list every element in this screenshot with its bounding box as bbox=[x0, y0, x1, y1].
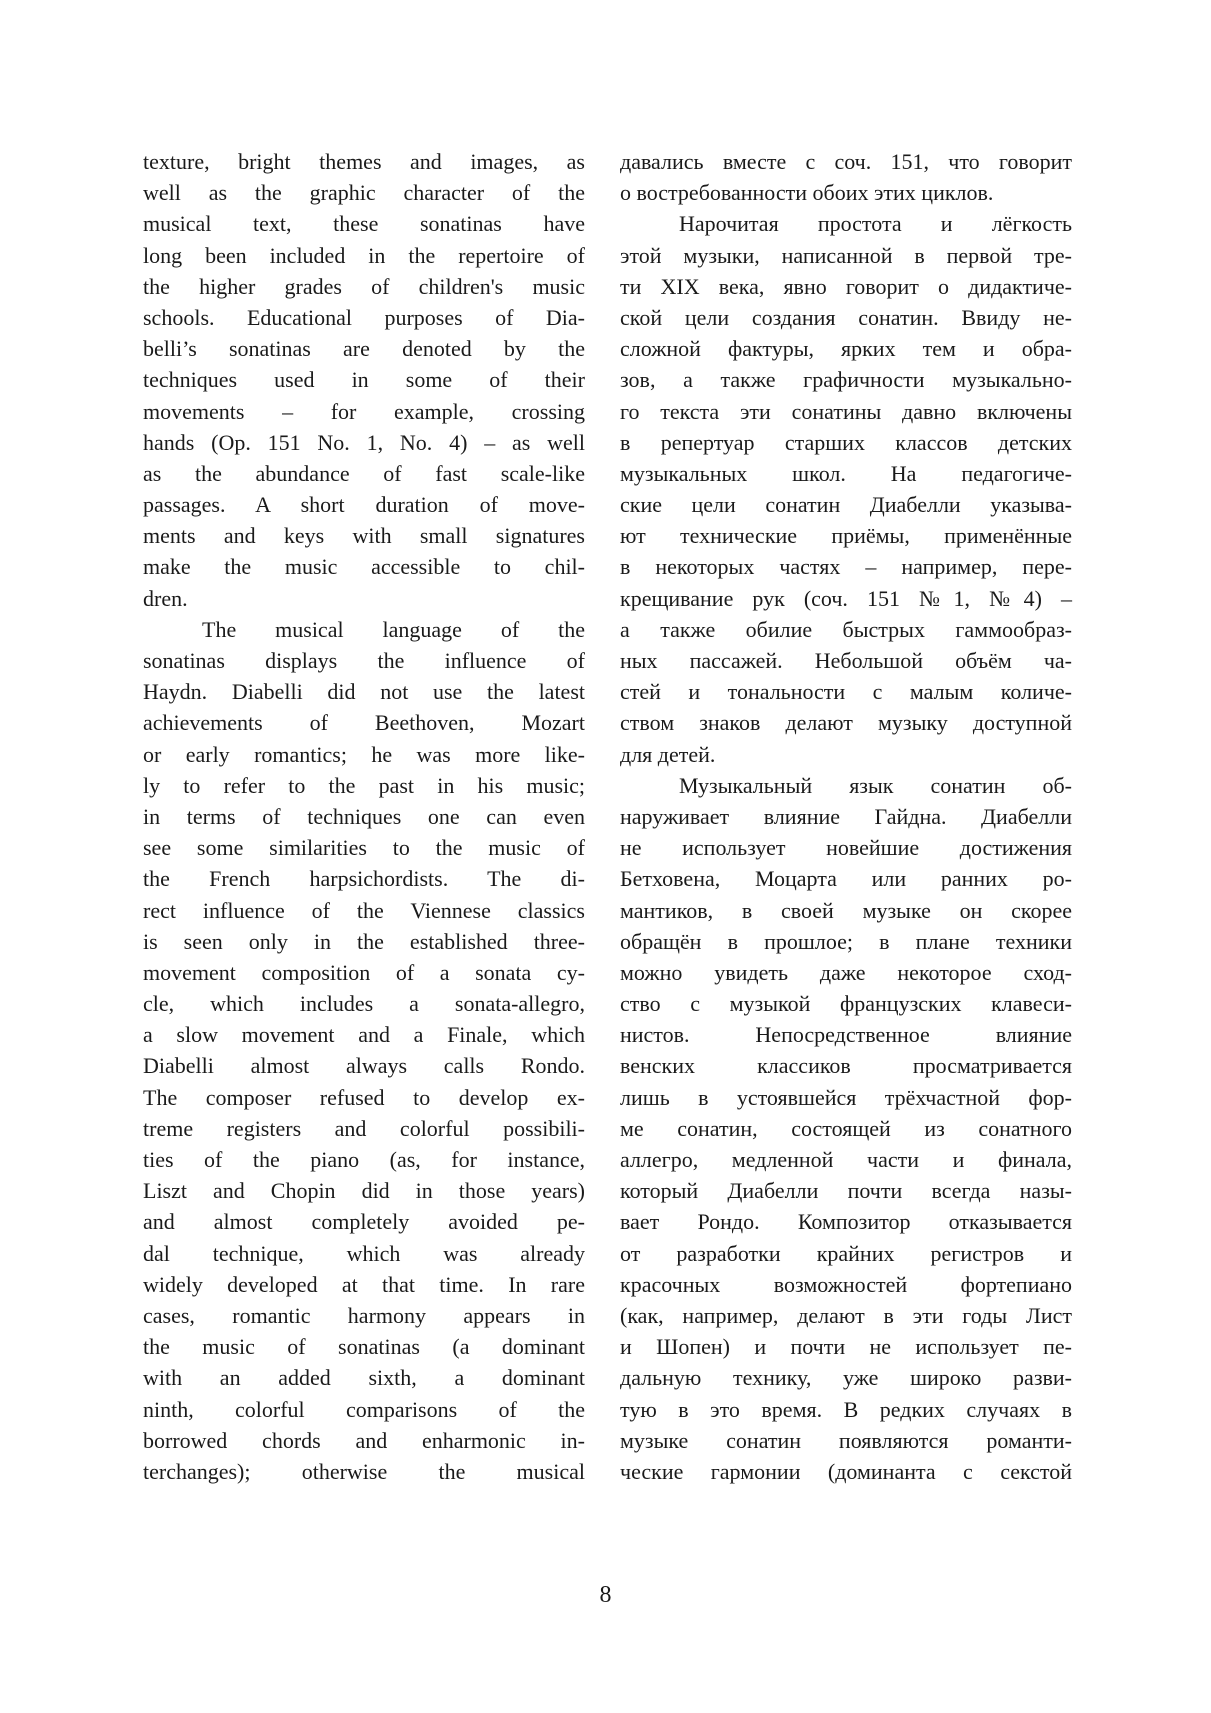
text-line: (как, например, делают в эти годы Лист bbox=[620, 1302, 1072, 1328]
paragraph bbox=[620, 770, 1072, 1487]
text-line: The composer refused to develop ex- bbox=[143, 1084, 585, 1110]
text-line: этой музыки, написанной в первой тре- bbox=[620, 242, 1072, 268]
text-line: cle, which includes a sonata-allegro, bbox=[143, 991, 585, 1017]
text-line: Haydn. Diabelli did not use the latest bbox=[143, 679, 585, 705]
text-line: о востребованности обоих этих циклов. bbox=[620, 180, 994, 206]
text-line: borrowed chords and enharmonic in- bbox=[143, 1427, 585, 1453]
text-line: а также обилие быстрых гаммообраз- bbox=[620, 616, 1072, 642]
text-line: крещивание рук (соч. 151 №1, №4) – bbox=[620, 585, 1072, 611]
text-line: well as the graphic character of the bbox=[143, 180, 585, 206]
text-line: вает Рондо. Композитор отказывается bbox=[620, 1209, 1072, 1235]
text-line: texture, bright themes and images, as bbox=[143, 149, 585, 174]
text-line: в репертуар старших классов детских bbox=[620, 429, 1072, 455]
text-line: ством знаков делают музыку доступной bbox=[620, 710, 1072, 736]
text-line: красочных возможностей фортепиано bbox=[620, 1271, 1072, 1297]
text-line: дальную технику, уже широко разви- bbox=[620, 1365, 1072, 1391]
text-line: see some similarities to the music of bbox=[143, 835, 585, 861]
text-line: as the abundance of fast scale-like bbox=[143, 460, 585, 486]
text-line: movement composition of a sonata cy- bbox=[143, 959, 585, 985]
text-line: in terms of techniques one can even bbox=[143, 803, 585, 829]
text-line: ме сонатин, состоящей из сонатного bbox=[620, 1115, 1072, 1141]
text-line: ly to refer to the past in his music; bbox=[143, 772, 585, 798]
text-line: ской цели создания сонатин. Ввиду не- bbox=[620, 304, 1072, 330]
page-number: 8 bbox=[599, 1582, 612, 1608]
text-line: от разработки крайних регистров и bbox=[620, 1240, 1072, 1266]
text-line: Liszt and Chopin did in those years) bbox=[143, 1178, 585, 1204]
text-line: ти XIX века, явно говорит о дидактиче- bbox=[620, 273, 1072, 299]
text-line: ties of the piano (as, for instance, bbox=[143, 1147, 585, 1172]
text-line: лишь в устоявшейся трёхчастной фор- bbox=[620, 1084, 1072, 1110]
text-line: the higher grades of children's music bbox=[143, 273, 585, 299]
text-line: terchanges); otherwise the musical bbox=[143, 1458, 585, 1484]
text-line: не использует новейшие достижения bbox=[620, 835, 1072, 861]
text-line: techniques used in some of their bbox=[143, 367, 585, 393]
text-line: musical text, these sonatinas have bbox=[143, 211, 585, 237]
text-line: венских классиков просматривается bbox=[620, 1053, 1072, 1079]
text-line: hands (Op. 151 No. 1, No. 4) – as well bbox=[143, 429, 585, 455]
text-line: музыке сонатин появляются романти- bbox=[620, 1427, 1072, 1453]
text-line: and almost completely avoided pe- bbox=[143, 1209, 585, 1235]
paragraph bbox=[143, 146, 585, 614]
text-line: is seen only in the established three- bbox=[143, 928, 585, 954]
text-line: в некоторых частях – например, пере- bbox=[620, 554, 1072, 580]
text-line: ство с музыкой французских клавеси- bbox=[620, 991, 1072, 1017]
text-line: passages. A short duration of move- bbox=[143, 492, 585, 518]
text-line: Музыкальный язык сонатин об- bbox=[679, 772, 1072, 798]
text-line: with an added sixth, a dominant bbox=[143, 1365, 585, 1391]
text-line: movements – for example, crossing bbox=[143, 398, 585, 424]
text-line: make the music accessible to chil- bbox=[143, 554, 585, 580]
text-line: мантиков, в своей музыке он скорее bbox=[620, 897, 1072, 923]
text-line: dal technique, which was already bbox=[143, 1240, 585, 1266]
text-line: который Диабелли почти всегда назы- bbox=[620, 1178, 1072, 1204]
text-line: для детей. bbox=[620, 741, 716, 767]
text-line: давались вместе с соч. 151, что говорит bbox=[620, 149, 1072, 174]
text-line: ют технические приёмы, применённые bbox=[620, 523, 1072, 549]
text-line: sonatinas displays the influence of bbox=[143, 648, 585, 673]
text-line: the French harpsichordists. The di- bbox=[143, 866, 585, 892]
text-line: стей и тональности с малым количе- bbox=[620, 679, 1072, 705]
text-line: сложной фактуры, ярких тем и обра- bbox=[620, 336, 1072, 362]
text-line: dren. bbox=[143, 585, 188, 611]
paragraph bbox=[620, 208, 1072, 769]
text-line: the music of sonatinas (a dominant bbox=[143, 1334, 585, 1360]
text-line: long been included in the repertoire of bbox=[143, 242, 585, 268]
text-line: ninth, colorful comparisons of the bbox=[143, 1396, 585, 1422]
text-line: нистов. Непосредственное влияние bbox=[620, 1022, 1072, 1048]
text-line: зов, а также графичности музыкально- bbox=[620, 367, 1072, 393]
text-line: можно увидеть даже некоторое сход- bbox=[620, 959, 1072, 985]
text-line: го текста эти сонатины давно включены bbox=[620, 398, 1072, 424]
text-line: achievements of Beethoven, Mozart bbox=[143, 710, 585, 736]
right-column-russian-text bbox=[620, 146, 1072, 1487]
text-line: наруживает влияние Гайдна. Диабелли bbox=[620, 803, 1072, 829]
text-line: The musical language of the bbox=[202, 616, 585, 642]
text-line: ments and keys with small signatures bbox=[143, 523, 585, 549]
paragraph bbox=[143, 614, 585, 1487]
text-line: Diabelli almost always calls Rondo. bbox=[143, 1053, 585, 1079]
left-column-english-text bbox=[143, 146, 585, 1487]
text-line: и Шопен) и почти не использует пе- bbox=[620, 1334, 1072, 1360]
text-line: музыкальных школ. На педагогиче- bbox=[620, 460, 1072, 486]
text-line: schools. Educational purposes of Dia- bbox=[143, 304, 585, 330]
paragraph bbox=[620, 146, 1072, 208]
text-line: тую в это время. В редких случаях в bbox=[620, 1396, 1072, 1422]
text-line: ские цели сонатин Диабелли указыва- bbox=[620, 492, 1072, 518]
text-line: a slow movement and a Finale, which bbox=[143, 1022, 585, 1048]
text-line: ческие гармонии (доминанта с секстой bbox=[620, 1458, 1072, 1484]
text-line: обращён в прошлое; в плане техники bbox=[620, 928, 1072, 954]
text-line: treme registers and colorful possibili- bbox=[143, 1115, 585, 1141]
text-line: rect influence of the Viennese classics bbox=[143, 897, 585, 923]
text-line: belli’s sonatinas are denoted by the bbox=[143, 336, 585, 362]
text-line: cases, romantic harmony appears in bbox=[143, 1302, 585, 1328]
text-line: аллегро, медленной части и финала, bbox=[620, 1147, 1072, 1172]
text-line: or early romantics; he was more like- bbox=[143, 741, 585, 767]
text-line: Бетховена, Моцарта или ранних ро- bbox=[620, 866, 1072, 892]
text-line: Нарочитая простота и лёгкость bbox=[679, 211, 1072, 237]
text-line: widely developed at that time. In rare bbox=[143, 1271, 585, 1297]
text-line: ных пассажей. Небольшой объём ча- bbox=[620, 648, 1072, 673]
